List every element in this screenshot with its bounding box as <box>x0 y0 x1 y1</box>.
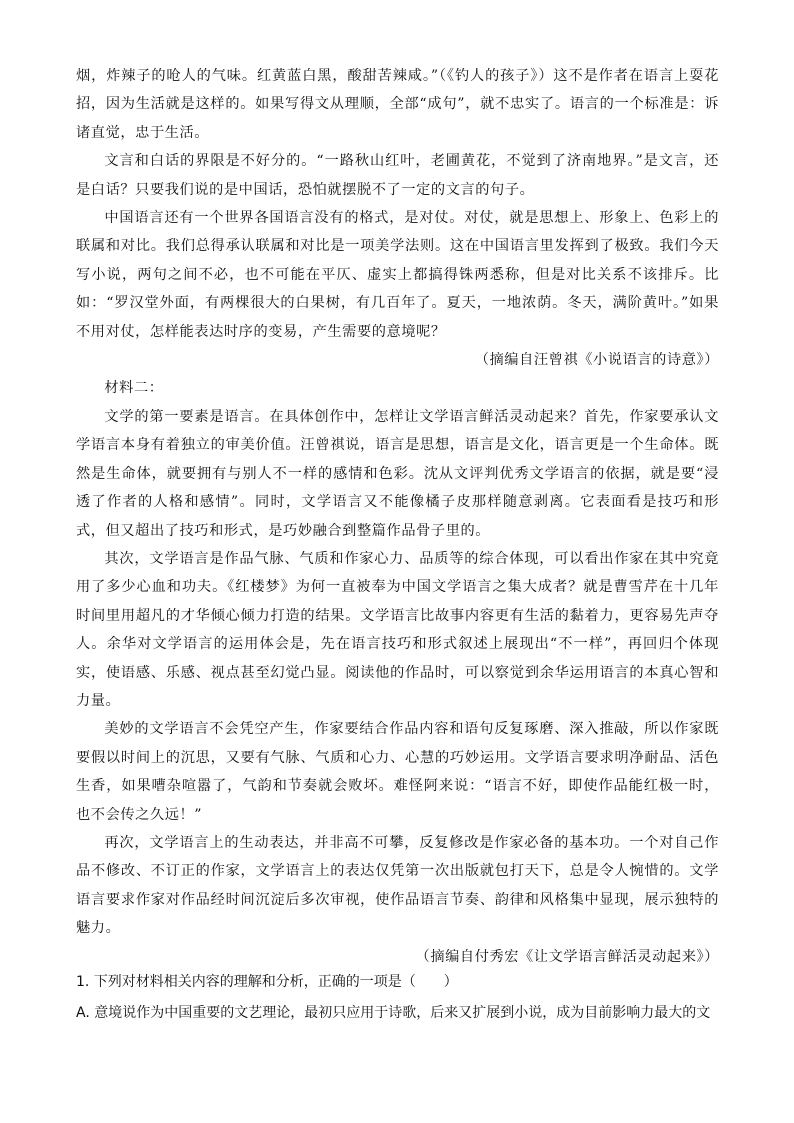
paragraph-6: 美妙的文学语言不会凭空产生，作家要结合作品内容和语句反复琢磨、深入推敲，所以作家既要假以时间上的沉思，又要有气脉、气质和心力、心慧的巧妙运用。文学语言要求明净耐品、活色生香，如果嘈杂喧嚣了，气韵和节奏就会败坏。难怪阿来说：“语言不好，即使作品能红极一时，也不会传之久远！” <box>76 721 719 823</box>
paragraph-4: 文学的第一要素是语言。在具体创作中，怎样让文学语言鲜活灵动起来？首先，作家要承认文学语言本身有着独立的审美价值。汪曾祺说，语言是思想，语言是文化，语言更是一个生命体。既然是生命体，就要拥有与别人不一样的感情和色彩。沈从文评判优秀文学语言的依据，就是要“浸透了作者的人格和感情”。同时，文学语言又不能像橘子皮那样随意剥离。它表面看是技巧和形式，但又超出了技巧和形式，是巧妙融合到整篇作品骨子里的。 <box>76 408 719 539</box>
question-stem: 1. 下列对材料相关内容的理解和分析，正确的一项是（ ） <box>76 974 458 990</box>
source-citation-1: （摘编自汪曾祺《小说语言的诗意》） <box>474 352 719 369</box>
material-two-heading: 材料二： <box>104 380 164 397</box>
paragraph-3: 中国语言还有一个世界各国语言没有的格式，是对仗。对仗，就是思想上、形象上、色彩上的联属和对比。我们总得承认联属和对比是一项美学法则。这在中国语言里发挥到了极致。我们今天写小说，两句之间不必，也不可能在平仄、虚实上都搞得铢两悉称，但是对比关系不该排斥。比如：“罗汉堂外面，有两棵很大的白果树，有几百年了。夏天，一地浓荫。冬天，满阶黄叶。”如果不用对仗，怎样能表达时序的变易，产生需要的意境呢？ <box>76 210 719 340</box>
paragraph-1: 烟，炸辣子的呛人的气味。红黄蓝白黑，酸甜苦辣咸。”（《钓人的孩子》）这不是作者在语言上耍花招，因为生活就是这样的。如果写得文从理顺，全部“成句”，就不忠实了。语言的一个标准是：诉诸直觉，忠于生活。 <box>76 68 719 141</box>
paragraph-5: 其次，文学语言是作品气脉、气质和作家心力、品质等的综合体现，可以看出作家在其中究竟用了多少心血和功夫。《红楼梦》为何一直被奉为中国文学语言之集大成者？就是曹雪芹在十几年时间里用超凡的才华倾心倾力打造的结果。文学语言比故事内容更有生活的黏着力，更容易先声夺人。余华对文学语言的运用体会是，先在语言技巧和形式叙述上展现出“不一样”，再回归个体现实，使语感、乐感、视点甚至幻觉凸显。阅读他的作品时，可以察觉到余华运用语言的本真心智和力量。 <box>76 550 719 709</box>
source-citation-2: （摘编自付秀宏《让文学语言鲜活灵动起来》） <box>415 948 719 965</box>
article-body <box>76 62 719 971</box>
paragraph-7: 再次，文学语言上的生动表达，并非高不可攀，反复修改是作家必备的基本功。一个对自己作品不修改、不订正的作家，文学语言上的表达仅凭第一次出版就包打天下，总是令人惋惜的。文学语言要求作家对作品经时间沉淀后多次审视，使作品语言节奏、韵律和风格集中显现，展示独特的魅力。 <box>76 834 719 937</box>
paragraph-2: 文言和白话的界限是不好分的。“一路秋山红叶，老圃黄花，不觉到了济南地界。”是文言，还是白话？只要我们说的是中国话，恐怕就摆脱不了一定的文言的句子。 <box>76 153 719 198</box>
question-option-a: A. 意境说作为中国重要的文艺理论，最初只应用于诗歌，后来又扩展到小说，成为目前影响力最大的文 <box>76 1005 711 1021</box>
